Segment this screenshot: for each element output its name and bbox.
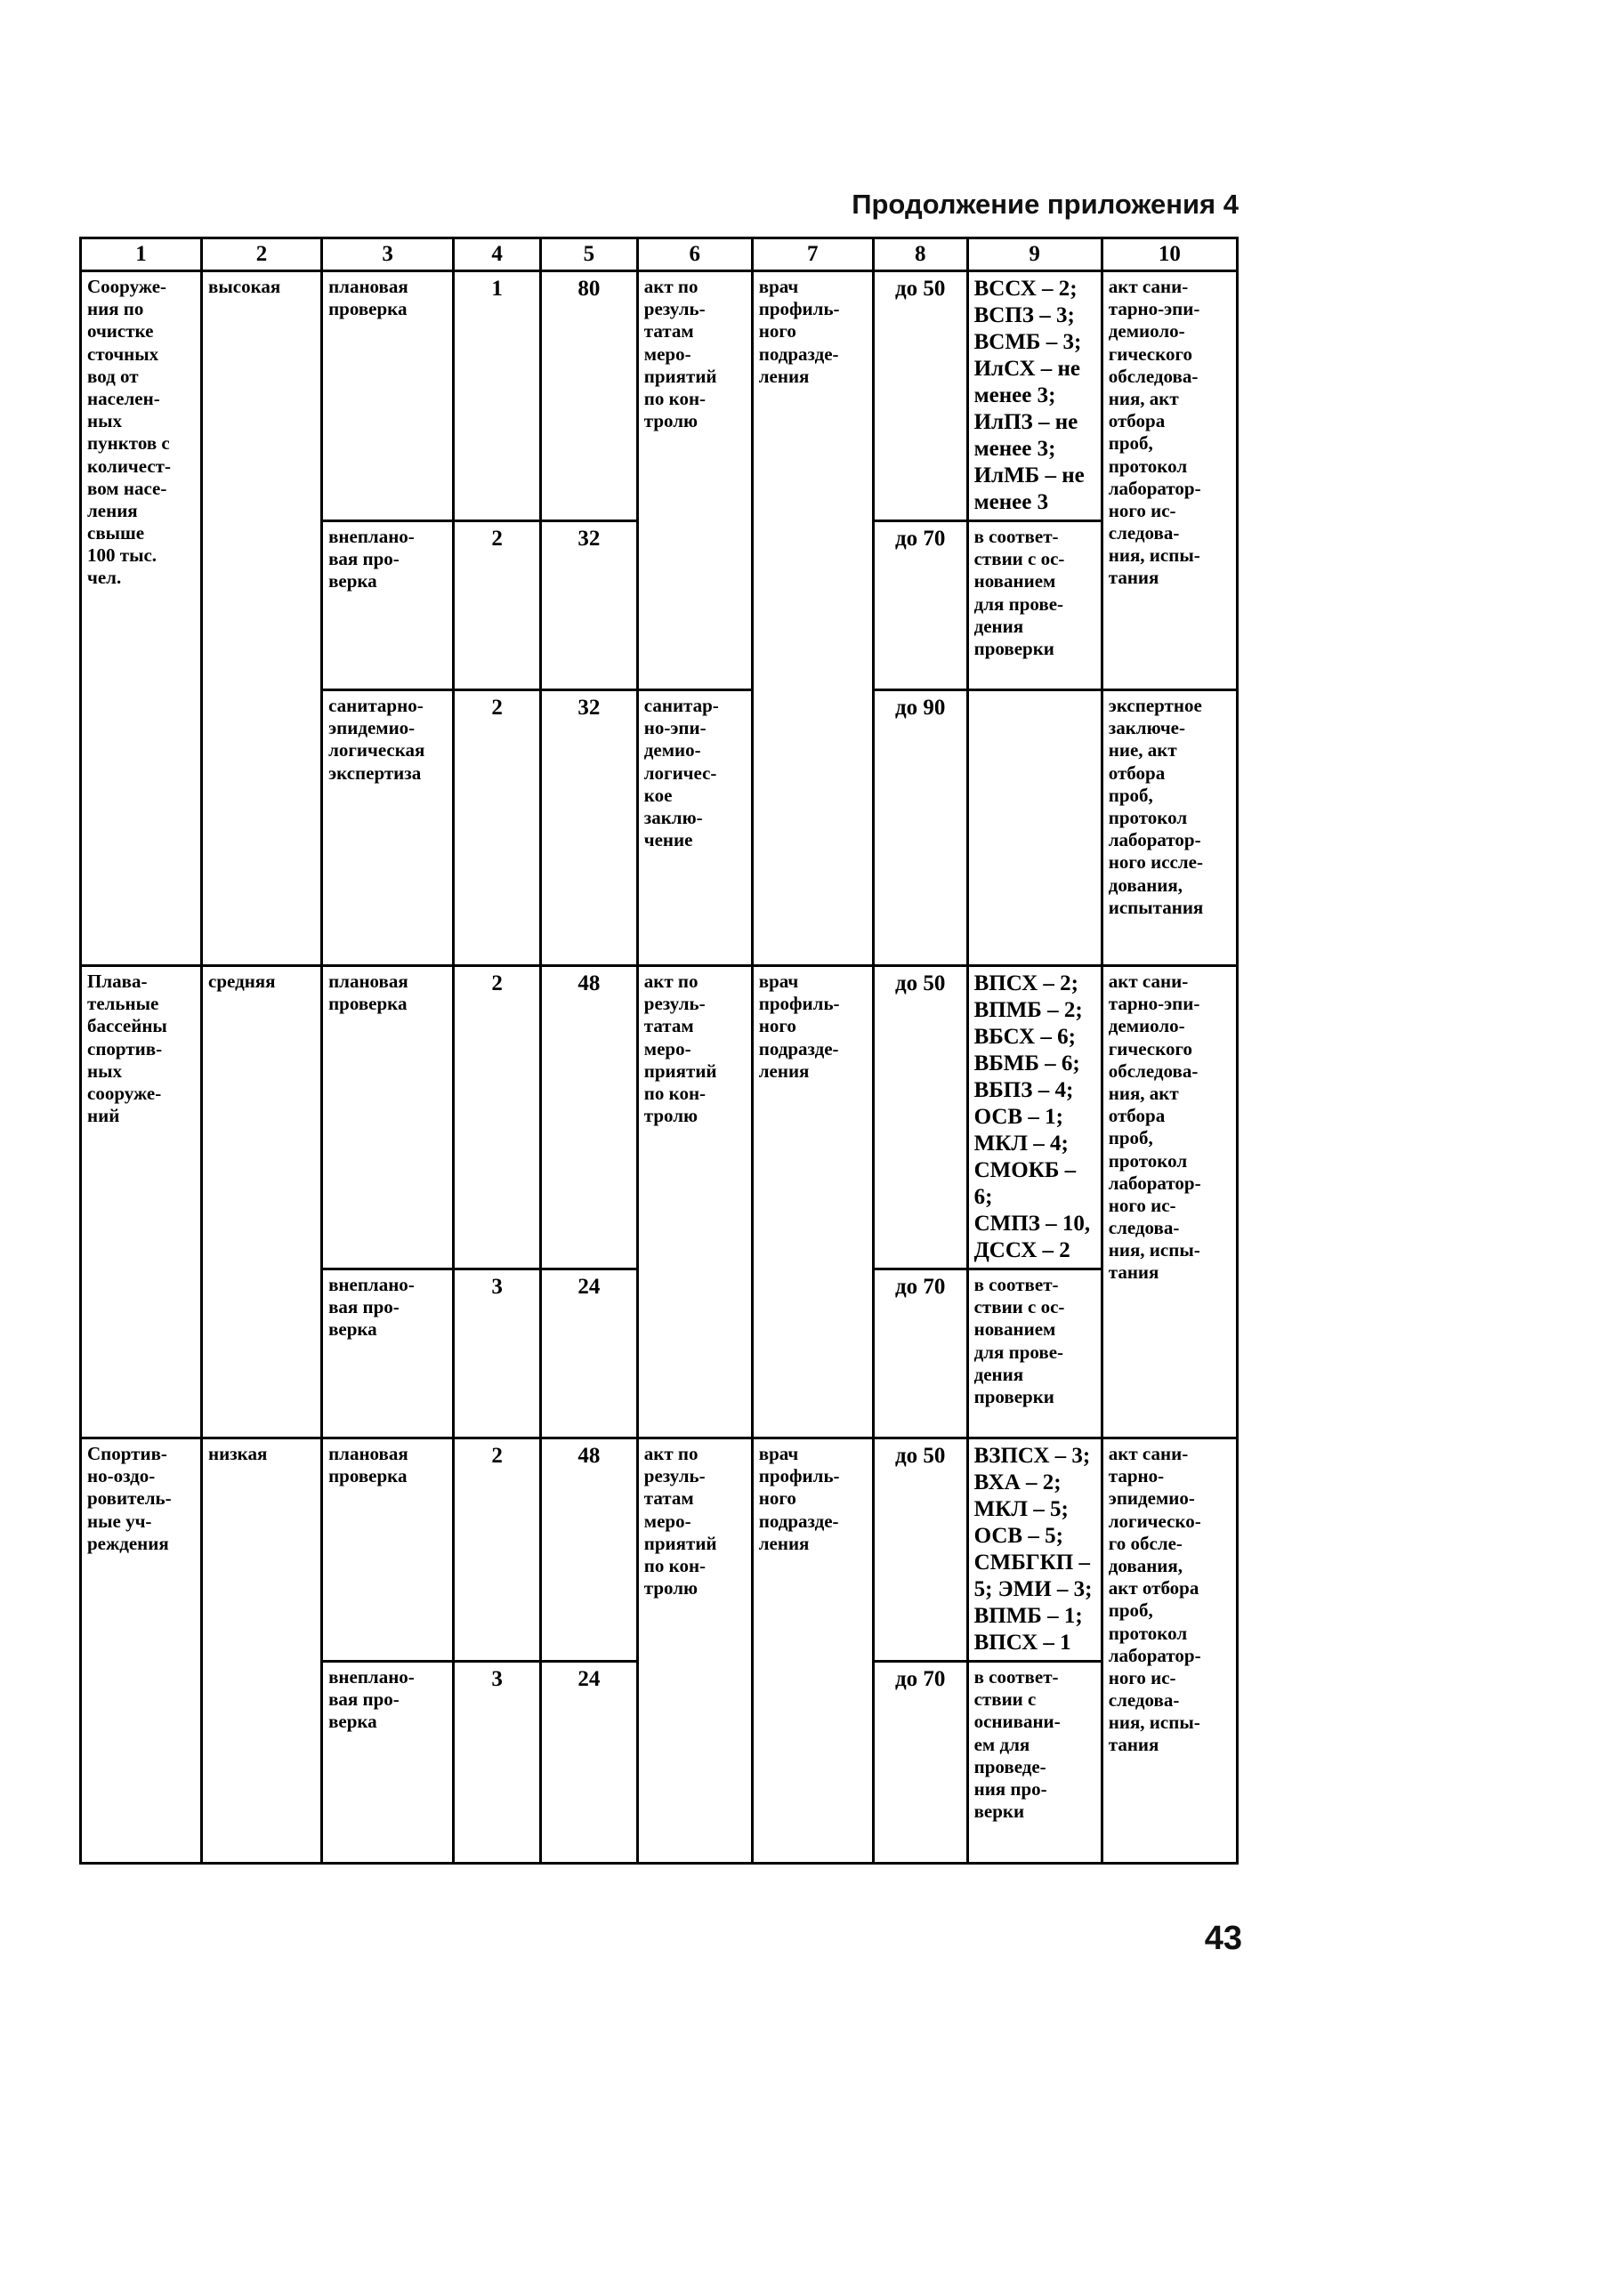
responsible-cell: врач профиль- ного подразде- ления [752, 271, 873, 966]
header-cell-9: 9 [967, 238, 1102, 271]
responsible-cell: врач профиль- ного подразде- ления [752, 966, 873, 1438]
result-cell: акт сани- тарно-эпи- демиоло- гического обследова- ния, акт отбора проб, протокол лаборатор- ного ис- следова- ния, испы- тания [1102, 271, 1237, 690]
frequency-cell: 2 [454, 521, 541, 690]
lab-cell: ВЗПСХ – 3; ВХА – 2; МКЛ – 5; ОСВ – 5; СМБГКП – 5; ЭМИ – 3; ВПМБ – 1; ВПСХ – 1 [967, 1438, 1102, 1662]
result-cell: экспертное заключе- ние, акт отбора проб, протокол лаборатор- ного иссле- дования, испытания [1102, 690, 1237, 966]
responsible-cell: врач профиль- ного подразде- ления [752, 1438, 873, 1864]
check-type-cell: внеплано- вая про- верка [322, 1662, 454, 1864]
document-cell: акт по резуль- татам меро- приятий по кон- тролю [637, 1438, 752, 1864]
object-cell: Сооруже- ния по очистке сточных вод от населен- ных пунктов с количест- вом насе- ления свыше 100 тыс. чел. [81, 271, 202, 966]
header-cell-4: 4 [454, 238, 541, 271]
check-type-cell: внеплано- вая про- верка [322, 521, 454, 690]
result-cell: акт сани- тарно-эпи- демиоло- гического обследова- ния, акт отбора проб, протокол лаборатор- ного ис- следова- ния, испы- тания [1102, 966, 1237, 1438]
header-cell-5: 5 [540, 238, 637, 271]
term-cell: до 70 [873, 1269, 967, 1438]
header-cell-2: 2 [202, 238, 322, 271]
header-cell-8: 8 [873, 238, 967, 271]
risk-cell: высокая [202, 271, 322, 966]
duration-cell: 48 [540, 1438, 637, 1662]
term-cell: до 50 [873, 1438, 967, 1662]
check-type-cell: санитарно- эпидемио- логическая экспертиза [322, 690, 454, 966]
lab-cell: в соответ- ствии с оснивани- ем для проведе- ния про- верки [967, 1662, 1102, 1864]
duration-cell: 32 [540, 521, 637, 690]
table-header-row [81, 238, 1238, 271]
check-type-cell: плановая проверка [322, 1438, 454, 1662]
header-cell-6: 6 [637, 238, 752, 271]
frequency-cell: 2 [454, 690, 541, 966]
frequency-cell: 3 [454, 1269, 541, 1438]
risk-cell: низкая [202, 1438, 322, 1864]
check-type-cell: плановая проверка [322, 271, 454, 521]
header-cell-1: 1 [81, 238, 202, 271]
header-cell-3: 3 [322, 238, 454, 271]
duration-cell: 24 [540, 1662, 637, 1864]
frequency-cell: 1 [454, 271, 541, 521]
object-cell: Спортив- но-оздо- ровитель- ные уч- реждения [81, 1438, 202, 1864]
object-cell: Плава- тельные бассейны спортив- ных сооруже- ний [81, 966, 202, 1438]
frequency-cell: 2 [454, 966, 541, 1269]
duration-cell: 48 [540, 966, 637, 1269]
term-cell: до 70 [873, 1662, 967, 1864]
lab-cell: в соответ- ствии с ос- нованием для прове- дения проверки [967, 521, 1102, 690]
lab-cell [967, 690, 1102, 966]
check-type-cell: плановая проверка [322, 966, 454, 1269]
inspection-table [79, 237, 1239, 1865]
term-cell: до 50 [873, 271, 967, 521]
term-cell: до 90 [873, 690, 967, 966]
check-type-cell: внеплано- вая про- верка [322, 1269, 454, 1438]
page-number: 43 [1204, 1920, 1242, 1957]
risk-cell: средняя [202, 966, 322, 1438]
continuation-title: Продолжение приложения 4 [852, 189, 1239, 220]
result-cell: акт сани- тарно- эпидемио- логическо- го обсле- дования, акт отбора проб, протокол лаборатор- ного ис- следова- ния, испы- тания [1102, 1438, 1237, 1864]
table-row [81, 271, 1238, 521]
header-cell-10: 10 [1102, 238, 1237, 271]
document-cell: акт по резуль- татам меро- приятий по кон- тролю [637, 966, 752, 1438]
header-cell-7: 7 [752, 238, 873, 271]
duration-cell: 24 [540, 1269, 637, 1438]
document-cell: санитар- но-эпи- демио- логичес- кое заклю- чение [637, 690, 752, 966]
lab-cell: в соответ- ствии с ос- нованием для прове- дения проверки [967, 1269, 1102, 1438]
duration-cell: 80 [540, 271, 637, 521]
term-cell: до 50 [873, 966, 967, 1269]
lab-cell: ВССХ – 2; ВСПЗ – 3; ВСМБ – 3; ИлСХ – не менее 3; ИлПЗ – не менее 3; ИлМБ – не менее 3 [967, 271, 1102, 521]
duration-cell: 32 [540, 690, 637, 966]
document-cell: акт по резуль- татам меро- приятий по кон- тролю [637, 271, 752, 690]
frequency-cell: 3 [454, 1662, 541, 1864]
lab-cell: ВПСХ – 2; ВПМБ – 2; ВБСХ – 6; ВБМБ – 6; ВБПЗ – 4; ОСВ – 1; МКЛ – 4; СМОКБ – 6; СМПЗ – 10, ДССХ – 2 [967, 966, 1102, 1269]
table-row [81, 966, 1238, 1269]
frequency-cell: 2 [454, 1438, 541, 1662]
table-row [81, 1438, 1238, 1662]
term-cell: до 70 [873, 521, 967, 690]
